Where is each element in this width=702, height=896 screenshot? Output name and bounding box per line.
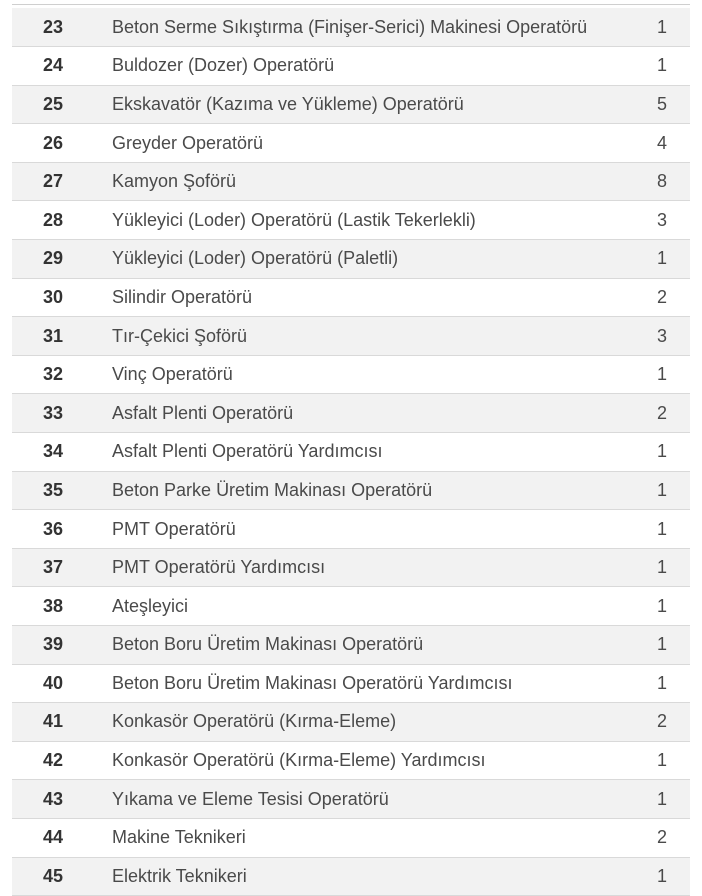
position-count-cell: 3 xyxy=(634,201,690,240)
position-count-cell: 1 xyxy=(634,587,690,626)
position-count-cell: 1 xyxy=(634,664,690,703)
table-row xyxy=(12,394,690,433)
table-row xyxy=(12,587,690,626)
position-name-cell: Yükleyici (Loder) Operatörü (Lastik Tekerlekli) xyxy=(94,201,634,240)
row-number-cell: 39 xyxy=(12,626,94,665)
position-name-cell: Ateşleyici xyxy=(94,587,634,626)
row-number-cell: 37 xyxy=(12,548,94,587)
position-name-cell: Yükleyici (Loder) Operatörü (Paletli) xyxy=(94,240,634,279)
position-name-cell: Kamyon Şoförü xyxy=(94,162,634,201)
position-count-cell: 2 xyxy=(634,703,690,742)
row-number-cell: 29 xyxy=(12,240,94,279)
table-row xyxy=(12,162,690,201)
row-number-cell: 23 xyxy=(12,8,94,47)
table-row xyxy=(12,124,690,163)
row-number-cell: 36 xyxy=(12,510,94,549)
table-row xyxy=(12,85,690,124)
position-name-cell: Ekskavatör (Kazıma ve Yükleme) Operatörü xyxy=(94,85,634,124)
position-name-cell: Greyder Operatörü xyxy=(94,124,634,163)
position-name-cell: Beton Boru Üretim Makinası Operatörü xyxy=(94,626,634,665)
position-count-cell: 3 xyxy=(634,317,690,356)
position-name-cell: Konkasör Operatörü (Kırma-Eleme) xyxy=(94,703,634,742)
table-row xyxy=(12,548,690,587)
row-number-cell: 44 xyxy=(12,818,94,857)
table-row xyxy=(12,201,690,240)
table-row xyxy=(12,317,690,356)
row-number-cell: 35 xyxy=(12,471,94,510)
position-count-cell: 1 xyxy=(634,240,690,279)
table-row xyxy=(12,47,690,86)
row-number-cell: 28 xyxy=(12,201,94,240)
position-count-cell: 1 xyxy=(634,8,690,47)
row-number-cell: 42 xyxy=(12,741,94,780)
position-name-cell: Asfalt Plenti Operatörü xyxy=(94,394,634,433)
position-name-cell: Tır-Çekici Şoförü xyxy=(94,317,634,356)
row-number-cell: 31 xyxy=(12,317,94,356)
position-name-cell: Silindir Operatörü xyxy=(94,278,634,317)
position-count-cell: 2 xyxy=(634,818,690,857)
position-name-cell: Yıkama ve Eleme Tesisi Operatörü xyxy=(94,780,634,819)
row-number-cell: 41 xyxy=(12,703,94,742)
position-name-cell: Beton Boru Üretim Makinası Operatörü Yardımcısı xyxy=(94,664,634,703)
positions-table-body xyxy=(12,8,690,896)
position-count-cell: 2 xyxy=(634,278,690,317)
row-number-cell: 43 xyxy=(12,780,94,819)
table-row xyxy=(12,626,690,665)
row-number-cell: 38 xyxy=(12,587,94,626)
position-name-cell: Vinç Operatörü xyxy=(94,355,634,394)
table-row xyxy=(12,355,690,394)
row-number-cell: 33 xyxy=(12,394,94,433)
table-row xyxy=(12,741,690,780)
position-count-cell: 1 xyxy=(634,741,690,780)
position-count-cell: 1 xyxy=(634,626,690,665)
row-number-cell: 45 xyxy=(12,857,94,896)
table-row xyxy=(12,8,690,47)
row-number-cell: 40 xyxy=(12,664,94,703)
row-number-cell: 30 xyxy=(12,278,94,317)
position-count-cell: 1 xyxy=(634,471,690,510)
table-row xyxy=(12,780,690,819)
table-row xyxy=(12,664,690,703)
positions-table xyxy=(12,8,690,896)
position-count-cell: 1 xyxy=(634,47,690,86)
table-row xyxy=(12,278,690,317)
row-number-cell: 34 xyxy=(12,433,94,472)
row-number-cell: 26 xyxy=(12,124,94,163)
position-count-cell: 1 xyxy=(634,355,690,394)
position-name-cell: Buldozer (Dozer) Operatörü xyxy=(94,47,634,86)
position-name-cell: Makine Teknikeri xyxy=(94,818,634,857)
position-count-cell: 1 xyxy=(634,857,690,896)
position-name-cell: Elektrik Teknikeri xyxy=(94,857,634,896)
position-count-cell: 1 xyxy=(634,433,690,472)
position-name-cell: Asfalt Plenti Operatörü Yardımcısı xyxy=(94,433,634,472)
position-count-cell: 1 xyxy=(634,510,690,549)
position-count-cell: 5 xyxy=(634,85,690,124)
table-row xyxy=(12,433,690,472)
position-name-cell: Beton Serme Sıkıştırma (Finişer-Serici) Makinesi Operatörü xyxy=(94,8,634,47)
row-number-cell: 32 xyxy=(12,355,94,394)
table-row xyxy=(12,240,690,279)
position-name-cell: PMT Operatörü Yardımcısı xyxy=(94,548,634,587)
position-count-cell: 4 xyxy=(634,124,690,163)
row-number-cell: 27 xyxy=(12,162,94,201)
position-name-cell: PMT Operatörü xyxy=(94,510,634,549)
table-row xyxy=(12,471,690,510)
row-number-cell: 24 xyxy=(12,47,94,86)
position-name-cell: Beton Parke Üretim Makinası Operatörü xyxy=(94,471,634,510)
table-row xyxy=(12,857,690,896)
position-name-cell: Konkasör Operatörü (Kırma-Eleme) Yardımcısı xyxy=(94,741,634,780)
table-row xyxy=(12,703,690,742)
table-row xyxy=(12,510,690,549)
row-number-cell: 25 xyxy=(12,85,94,124)
position-count-cell: 2 xyxy=(634,394,690,433)
position-count-cell: 8 xyxy=(634,162,690,201)
position-count-cell: 1 xyxy=(634,548,690,587)
position-count-cell: 1 xyxy=(634,780,690,819)
previous-row-cutoff xyxy=(12,0,690,5)
table-row xyxy=(12,818,690,857)
